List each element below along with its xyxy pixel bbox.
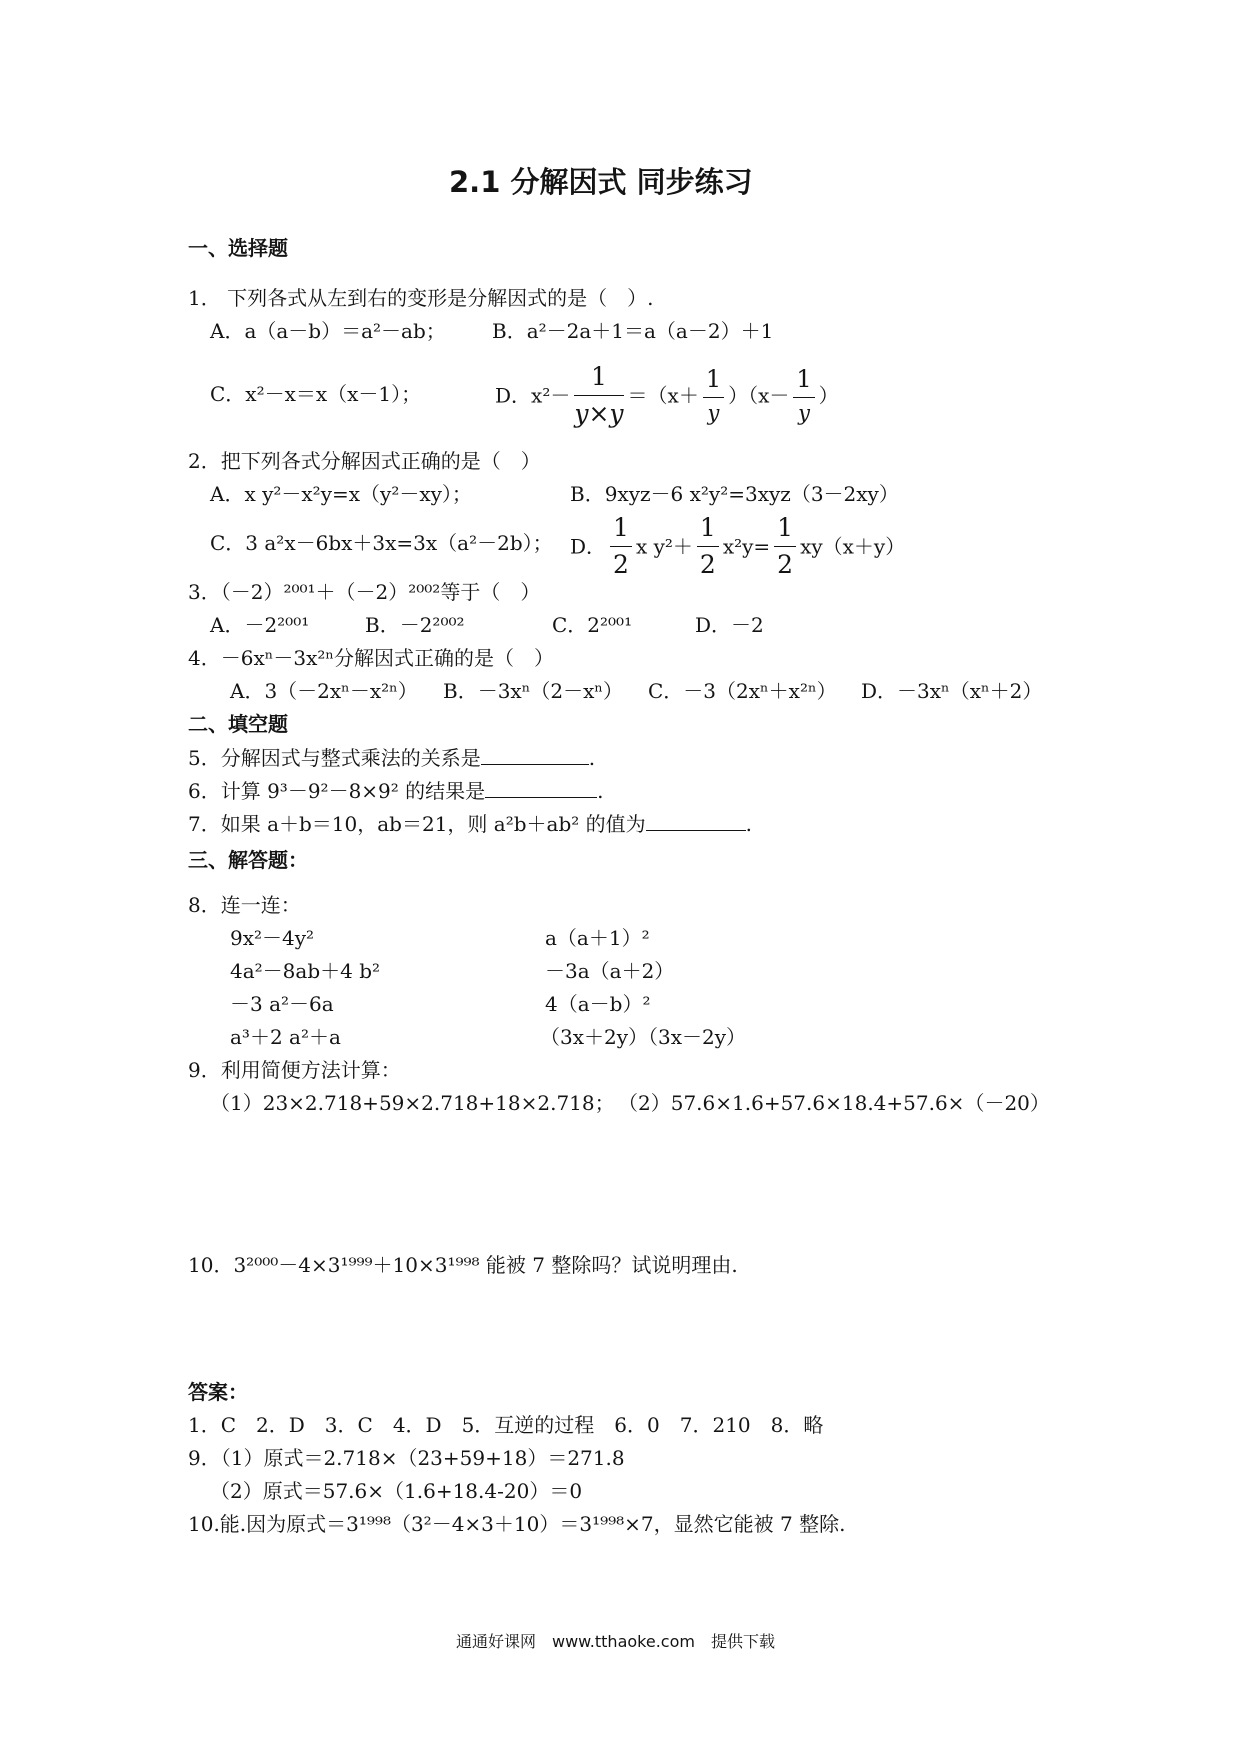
q7-period: . xyxy=(745,812,752,836)
q3-option-a: A．－2²⁰⁰¹ xyxy=(210,613,310,637)
q1-option-b: B．a²－2a＋1＝a（a－2）＋1 xyxy=(492,319,774,343)
q8-left-item-1: 9x²－4y² xyxy=(230,926,315,950)
q2-d-half-2-den: 2 xyxy=(699,550,716,579)
q8-left-item-2: 4a²－8ab＋4 b² xyxy=(230,959,381,983)
section-fill-heading: 二、填空题 xyxy=(188,712,288,736)
page-title: 2.1 分解因式 同步练习 xyxy=(449,165,753,199)
q1-d-frac-num: 1 xyxy=(574,362,623,396)
q8-right-item-4: （3x＋2y）（3x－2y） xyxy=(540,1025,747,1049)
q1-d-frac2-num: 1 xyxy=(703,365,724,398)
q1-d-mid1: ＝（x＋ xyxy=(627,383,699,408)
q1-d-frac3-den: y xyxy=(798,400,810,425)
q3-option-b: B．－2²⁰⁰² xyxy=(365,613,465,637)
q2-option-a: A．x y²－x²y=x（y²－xy）； xyxy=(210,482,472,506)
q3-option-d: D．－2 xyxy=(695,613,764,637)
q6-text: 6．计算 9³－9²－8×9² 的结果是 xyxy=(188,779,486,803)
q2-d-half-1 xyxy=(610,513,632,580)
q4-option-b: B．－3xⁿ（2－xⁿ） xyxy=(443,679,624,703)
q2-d-prefix: D． xyxy=(570,534,607,559)
q2-d-half-1-den: 2 xyxy=(613,550,629,579)
q6-period: . xyxy=(597,779,604,803)
q10-stem: 10．3²⁰⁰⁰－4×3¹⁹⁹⁹＋10×3¹⁹⁹⁸ 能被 7 整除吗？试说明理由. xyxy=(188,1253,738,1277)
q1-d-prefix: D．x²－ xyxy=(495,383,571,408)
q5-text: 5．分解因式与整式乘法的关系是 xyxy=(188,746,481,770)
q4-option-d: D．－3xⁿ（xⁿ＋2） xyxy=(861,679,1043,703)
q6-line xyxy=(188,780,604,801)
q8-right-item-1: a（a＋1）² xyxy=(545,926,650,950)
q4-option-c: C．－3（2xⁿ＋x²ⁿ） xyxy=(648,679,837,703)
q1-option-c: C．x²－x＝x（x－1）； xyxy=(210,382,422,406)
answers-line-3: （2）原式＝57.6×（1.6+18.4-20）＝0 xyxy=(210,1479,583,1503)
q1-stem: 1． 下列各式从左到右的变形是分解因式的是（ ）. xyxy=(188,286,654,310)
q7-answer-blank[interactable] xyxy=(646,813,746,831)
q5-line xyxy=(188,747,595,768)
answers-heading: 答案： xyxy=(188,1380,248,1404)
q2-option-d xyxy=(570,513,905,580)
q9-part-2: （2）57.6×1.6+57.6×18.4+57.6×（－20） xyxy=(618,1091,1050,1115)
q2-d-term1: x y²＋ xyxy=(635,534,693,559)
q8-left-item-4: a³＋2 a²＋a xyxy=(230,1025,341,1049)
q5-answer-blank[interactable] xyxy=(481,747,589,765)
q9-stem: 9．利用简便方法计算： xyxy=(188,1058,401,1082)
q2-d-term2: x²y= xyxy=(722,534,771,559)
q1-d-mid2: ）（x－ xyxy=(728,383,790,408)
answers-line-2: 9．（1）原式＝2.718×（23+59+18）＝271.8 xyxy=(188,1446,625,1470)
section-solve-heading: 三、解答题： xyxy=(188,848,308,872)
page-footer: 通通好课网 www.tthaoke.com 提供下载 xyxy=(456,1632,775,1651)
q1-d-frac3-num: 1 xyxy=(793,365,814,398)
q8-right-item-3: 4（a－b）² xyxy=(545,992,651,1016)
q2-option-b: B．9xyz－6 x²y²=3xyz（3－2xy） xyxy=(570,482,899,506)
q1-d-end: ） xyxy=(818,383,839,408)
q9-part-1: （1）23×2.718+59×2.718+18×2.718； xyxy=(210,1091,615,1115)
q1-option-a: A．a（a－b）＝a²－ab； xyxy=(210,319,446,343)
q2-d-half-3-num: 1 xyxy=(774,513,796,547)
q5-period: . xyxy=(588,746,596,770)
q8-right-item-2: －3a（a＋2） xyxy=(545,959,675,983)
q1-option-d xyxy=(495,362,839,429)
q2-stem: 2．把下列各式分解因式正确的是（ ） xyxy=(188,449,541,473)
q7-text: 7．如果 a＋b＝10，ab＝21，则 a²b＋ab² 的值为 xyxy=(188,812,646,836)
q2-d-half-2 xyxy=(697,513,719,580)
q8-left-item-3: －3 a²－6a xyxy=(230,992,334,1016)
answers-line-1: 1．C 2．D 3．C 4．D 5．互逆的过程 6．0 7．210 8．略 xyxy=(188,1413,824,1437)
q1-d-frac-den: y×y xyxy=(574,399,624,428)
q2-option-c: C．3 a²x－6bx＋3x=3x（a²－2b）； xyxy=(210,531,553,555)
q3-stem: 3．（－2）²⁰⁰¹＋（－2）²⁰⁰²等于（ ） xyxy=(188,580,541,604)
q2-d-half-3 xyxy=(774,513,796,580)
q1-d-fraction2 xyxy=(703,365,724,426)
q6-answer-blank[interactable] xyxy=(485,780,597,798)
answers-line-4: 10.能.因为原式＝3¹⁹⁹⁸（3²－4×3＋10）＝3¹⁹⁹⁸×7，显然它能被 7 整除. xyxy=(188,1512,846,1536)
q3-option-c: C．2²⁰⁰¹ xyxy=(552,613,633,637)
q1-d-fraction xyxy=(574,362,623,429)
q4-option-a: A．3（－2xⁿ－x²ⁿ） xyxy=(230,679,418,703)
q2-d-half-2-num: 1 xyxy=(697,513,719,547)
q2-d-half-1-num: 1 xyxy=(610,513,632,547)
section-choice-heading: 一、选择题 xyxy=(188,236,288,260)
q2-d-half-3-den: 2 xyxy=(777,550,794,579)
q1-d-frac2-den: y xyxy=(707,400,720,425)
q7-line xyxy=(188,813,752,834)
q2-d-term3: xy（x＋y） xyxy=(800,534,906,559)
q4-stem: 4．－6xⁿ－3x²ⁿ分解因式正确的是（ ） xyxy=(188,646,555,670)
q8-stem: 8．连一连： xyxy=(188,893,301,917)
q1-d-fraction3 xyxy=(793,365,814,426)
